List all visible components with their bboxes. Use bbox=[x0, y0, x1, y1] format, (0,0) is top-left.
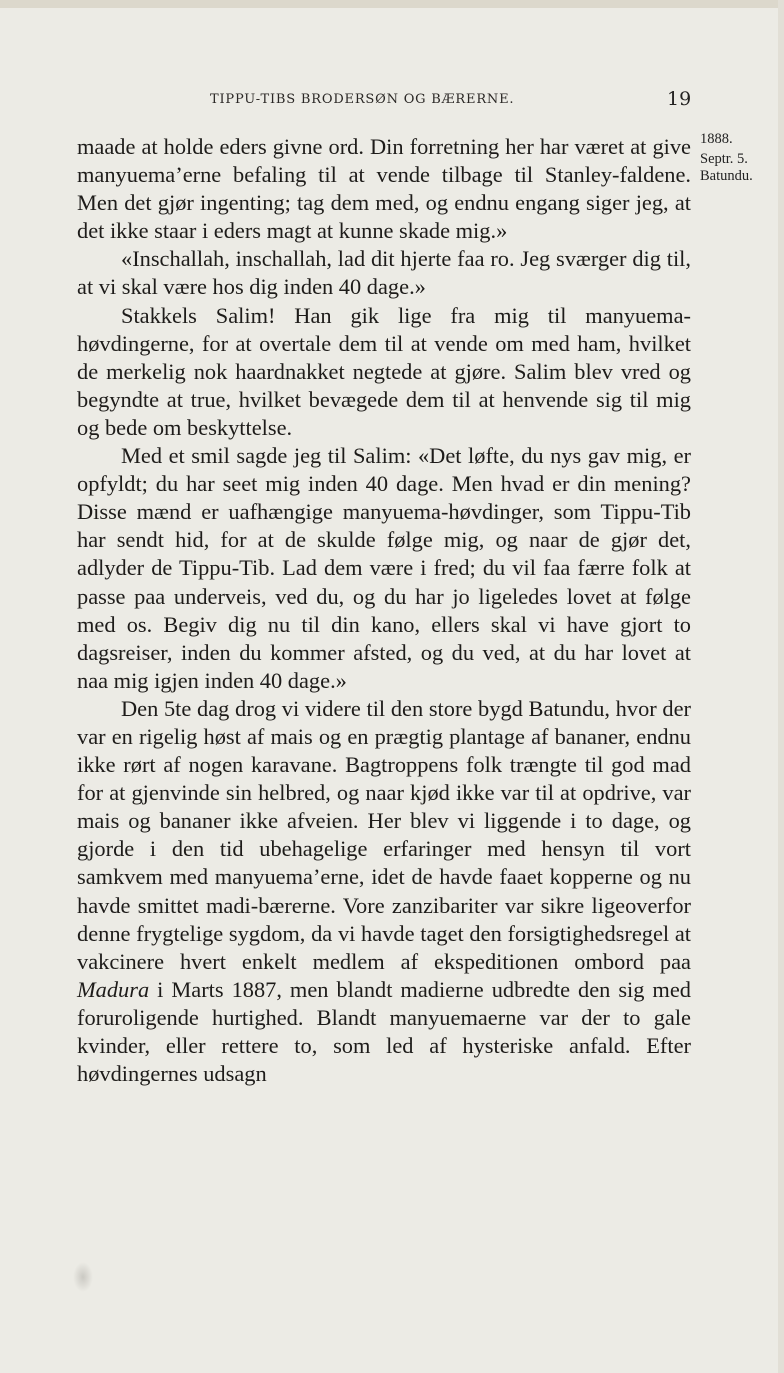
paragraph-text: Med et smil sagde jeg til Salim: «Det løfte, du nys gav mig, er opfyldt; du har seet mig inden 40 dage. Men hvad er din mening? Disse mænd er uafhængige manyuema-høvdinger, som Tippu-Tib har sendt hid, for at de skulde følge mig, og naar de gjør det, adlyder de Tippu-Tib. Lad dem være i fred; du vil faa færre folk at passe paa underveis, ved du, og du har jo ligeledes lovet at følge med os. Begiv dig nu til din kano, ellers skal vi have gjort to dagsreiser, inden du kommer afsted, og du ved, at du har lovet at naa mig igjen inden 40 dage.» bbox=[77, 443, 691, 693]
margin-note bbox=[700, 131, 780, 185]
italic-text: Madura bbox=[77, 976, 150, 1002]
page-number: 19 bbox=[667, 88, 692, 110]
paragraph-text: Stakkels Salim! Han gik lige fra mig til manyuema-høvdingerne, for at overtale dem til at vende om med ham, hvilket de merkelig nok haardnakket negtede at gjøre. Salim blev vred og begyndte at true, hvilket bevægede dem til at henvende sig til mig og bede om beskyttelse. bbox=[77, 302, 691, 440]
paragraph bbox=[77, 695, 691, 1088]
margin-note-year: 1888. bbox=[700, 131, 733, 147]
running-title: TIPPU-TIBS BRODERSØN OG BÆRERNE. bbox=[210, 92, 515, 107]
paragraph-text: «Inschallah, inschallah, lad dit hjerte faa ro. Jeg sværger dig til, at vi skal være hos dig inden 40 dage.» bbox=[77, 246, 691, 300]
paragraph bbox=[77, 133, 691, 245]
page-top-edge bbox=[0, 0, 784, 8]
body-text bbox=[77, 133, 691, 1088]
paragraph-text: maade at holde eders givne ord. Din forretning her har været at give manyuema’erne befaling til at vende tilbage til Stanley-faldene. Men det gjør ingenting; tag dem med, og endnu engang siger jeg, at det ikke staar i eders magt at kunne skade mig.» bbox=[77, 134, 691, 244]
margin-note-date: Septr. 5. bbox=[700, 151, 748, 167]
margin-note-place: Batundu. bbox=[700, 168, 753, 184]
paragraph bbox=[77, 442, 691, 695]
paragraph bbox=[77, 302, 691, 442]
page-header bbox=[0, 88, 784, 112]
paragraph-text: Den 5te dag drog vi videre til den store bygd Batundu, hvor der var en rigelig høst af mais og en prægtig plantage af bananer, endnu ikke rørt af nogen karavane. Bagtroppens folk trængte til god mad for at gjenvinde sin helbred, og naar kjød ikke var til at opdrive, var mais og bananer ikke afveien. Her blev vi liggende i to dage, og gjorde i den tid ubehagelige erfaringer med hensyn til vort samkvem med manyuema’erne, idet de havde faaet kopperne og nu havde smittet madi-bærerne. Vore zanzibariter var sikre ligeoverfor denne frygtelige sygdom, da vi havde taget den forsigtighedsregel at vakcinere hvert enkelt medlem af ekspeditionen ombord paa bbox=[77, 695, 691, 974]
paragraph-text: i Marts 1887, men blandt madierne udbredte den sig med foruroligende hurtighed. Blandt manyuemaerne var der to gale kvinder, eller rettere to, som led af hysteriske anfald. Efter høvdingernes udsagn bbox=[77, 976, 691, 1087]
ink-smudge bbox=[73, 1262, 93, 1292]
paragraph bbox=[77, 245, 691, 301]
page-right-edge bbox=[778, 0, 784, 1373]
